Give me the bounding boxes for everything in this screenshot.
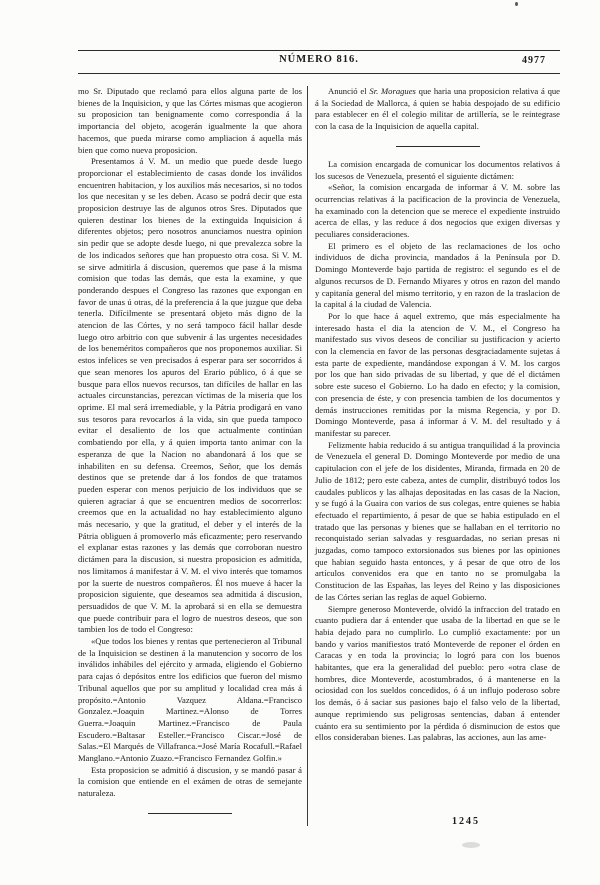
- paragraph-continuation: mo Sr. Diputado que reclamó para ellos alguna parte de los bienes de la Inquisicion, y que las Córtes mismas que acogieron su proposicion tan benignamente como correspondia á la importancia del objeto, acogerán igualmente la que ahora hacemos, que pueda mirarse como ampliacion á aquella más bien que como nueva proposicion.: [78, 86, 302, 155]
- paragraph-dictamen-first-point: Por lo que hace á aquel extremo, que más especialmente ha interesado hasta el dia la atencion de V. M., el Congreso ha manifestado sus vivos deseos de conciliar su justificacion y acierto con la clemencia en favor de las personas desgraciadamente sujetas á esta parte de expediente, mandándose expongan á V. M. los cargos por los que han sido privadas de su libertad, y que dé el dictámen sobre este suceso el Gobierno. Lo ha dado en efecto; y la comision, con presencia de éste, y con presencia tambien de los documentos y demás instrucciones remitidas por la misma Regencia, y por D. Domingo Monteverde, pasa á informar á V. M. del resultado y á manifestar su parecer.: [315, 310, 560, 438]
- column-divider: [307, 86, 308, 826]
- section-separator-left: [148, 813, 232, 814]
- paragraph-commission-intro: La comision encargada de comunicar los documentos relativos á los sucesos de Venezuela, presentó el siguiente dictámen:: [315, 158, 560, 181]
- header-rule-top: [78, 50, 560, 51]
- ink-smudge: [462, 842, 480, 848]
- header-rule-bottom: [78, 73, 560, 74]
- text-columns: [78, 86, 560, 826]
- page-header: [78, 54, 560, 70]
- paragraph-monteverde-generous: Siempre generoso Monteverde, olvidó la infraccion del tratado en cuanto pudiera dar á entender que usaba de la libertad en que se le habia dejado para no cumplirlo. Lo cumplió exactamente: por un bando y varios manifiestos trató Monteverde de reponer el órden en Caracas y en toda la provincia; lo logró para con los buenos habitantes, que era la generalidad del pueblo: pero «otra clase de hombres, dice Monteverde, acostumbrados, ó á mantenerse en la ociosidad con los sueldos concedidos, ó á un influjo poderoso sobre los demás, ó á saciar sus pasiones bajo el falso velo de la libertad, aunque reprimiendo sus peligrosas sentencias, daban á entender cuánto era su sentimiento por la pérdida ó disminucion de estos que ellos consideraban bienes. Las palabras, las acciones, aun las ame-: [315, 603, 560, 743]
- paragraph-dictamen-opening: «Señor, la comision encargada de informar á V. M. sobre las ocurrencias relativas á la pacificacion de la provincia de Venezuela, ha examinado con la detencion que se merece el expediente instruido acerca de ellas, y las reduce á dos negocios que exigen diversas y peculiares consideraciones.: [315, 182, 560, 240]
- paragraph-moragues-prefix: Anunció el: [328, 86, 370, 96]
- right-column: [315, 86, 560, 826]
- page-number: 4977: [522, 55, 546, 66]
- speaker-name: Sr. Moragues: [369, 86, 416, 96]
- paragraph-admission: Esta proposicion se admitió á discusion, y se mandó pasar á la comision que entiende en el exámen de otras de semejante naturaleza.: [78, 764, 302, 799]
- paragraph-moragues-rest: que haria una proposicion relativa á que á la Sociedad de Mallorca, á quien se habia despojado de su edificio para establecer en él el colegio militar de artillería, se le reintegrase con la casa de la Inquisicion de aquella capital.: [315, 86, 560, 132]
- folio-number: 1245: [452, 816, 480, 827]
- issue-number: NÚMERO 816.: [279, 54, 359, 65]
- left-column: [78, 86, 302, 826]
- paragraph-proposal-text: «Que todos los bienes y rentas que pertenecieron al Tribunal de la Inquisicion se destinen á la manutencion y socorro de los inválidos inhábiles del ejército y armada, eligiendo el Gobierno para cajas ó depósitos entre los edificios que fueron del mismo Tribunal aquellos que por su amplitud y localidad crea más á propósito.=Antonio Vazquez Aldana.=Francisco Gonzalez.=Joaquin Martinez.=Alonso de Torres Guerra.=Joaquin Martinez.=Francisco de Paula Escudero.=Baltasar Esteller.=Francisco Ciscar.=José de Salas.=El Marqués de Villafranca.=José María Rocafull.=Rafael Manglano.=Antonio Zuazo.=Francisco Fernandez Golfin.»: [78, 636, 302, 764]
- scan-artifact-dot: [515, 2, 518, 6]
- paragraph-moragues: [315, 86, 560, 133]
- paragraph-dictamen-two-points: El primero es el objeto de las reclamaciones de los ocho individuos de dicha provincia, mandados á la Península por D. Domingo Monteverde bajo partida de registro: el segundo es el de algunos recursos de D. Fernando Miyares y otros en razon del mando y capitanía general del mismo territorio, y en razon de la traslacion de la capital á la ciudad de Valencia.: [315, 240, 560, 310]
- paragraph-proposal-intro: Presentamos á V. M. un medio que puede desde luego proporcionar el establecimiento de casas donde los inválidos encuentren habitacion, y los auxilios más necesarios, si no todos los que necesitan y se les deben. Acaso se podrá decir que esta proposicion destruye las de algunos otros Sres. Diputados que quieren destinar los bienes de la extinguida Inquisicion á diferentes objetos; pero nosotros anunciamos nuestra opinion sin pedir que se adopte desde luego, ni que prevalezca sobre la de los indicados señores que han propuesto otra cosa. Si V. M. se sirve admitirla á discusion, queremos que pase á la misma comision que todas las demás, que esta la examine, y que ponderando despues el Congreso las razones que expongan en favor de unas ú otras, dé la preferencia á la que juzgue que deba tenerla. Difícilmente se presentará objeto más digno de la atencion de las Córtes, y no será tampoco fácil hallar desde luego otro arbitrio con que subvenir á las urgentes necesidades de los beneméritos compañeros que nos proponemos auxiliar. Si estos infelices se ven precisados á esperar para ser socorridos á que sean menores los apuros del Erario público, ó á que se busque para ellos nuevos recursos, tan difíciles de hallar en las actuales circunstancias, perezcan víctimas de la miseria que los oprime. El mal será irremediable, y la Pátria prodigará en vano sus tesoros para revocarlos á la vida, sin que pueda tampoco evitar el desaliento de los que actualmente continúan combatiendo por ella, y á quien importa tanto animar con la esperanza de que la Nacion no abandonará á los que se inhabiliten en su defensa. Creemos, Señor, que los demás destinos que se pretende dar á los fondos de que tratamos pueden esperar con menos perjuicio de los individuos que se quieren agraciar á que se encuentren medios de socorrerlos: creemos que en la actualidad no hay establecimiento alguno más necesario, y que la gratitud, el deber y el interés de la Pátria obliguen á promoverlo más eficazmente; pero reservando el explanar estas razones y las demás que corroboran nuestro dictámen para la discusion, si nuestra proposicion es admitida, nos limitamos á manifestar á V. M. el vivo interés que tomamos por la suerte de nuestros compañeros. Él nos mueve á hacer la proposicion siguiente, que deseamos sea admitida á discusion, persuadidos de que V. M. la aprobará si en ella se demuestra que puede contribuir para el logro de nuestros deseos, que son tambien los de todo el Congreso:: [78, 156, 302, 635]
- paragraph-monteverde-capitulation: Felizmente habia reducido á su antigua tranquilidad á la provincia de Venezuela el general D. Domingo Monteverde por medio de una capitulacion con el jefe de los disidentes, Miranda, firmada en 20 de Julio de 1812; pero este cabeza, antes de cumplir, distribuyó todos los caudales publicos y las alhajas depositadas en las casas de la Nacion, y se fugó á la Guaira con varios de sus colegas, entre quienes se habia efectuado el repartimiento, á pesar de que se habia estipulado en el tratado que las personas y bienes que se hallaban en el territorio no reconquistado serian salvadas y resguardadas, no serian presas ni juzgadas, como tampoco extorsionados sus bienes por las opiniones que habian seguido hasta entonces, y á pesar de que otro de los artículos convenidos era que en tanto no se promulgaba la Constitucion de las Españas, las leyes del Reino y las disposiciones de las Córtes serian las reglas de aquel Gobierno.: [315, 439, 560, 602]
- section-separator-right: [396, 146, 480, 147]
